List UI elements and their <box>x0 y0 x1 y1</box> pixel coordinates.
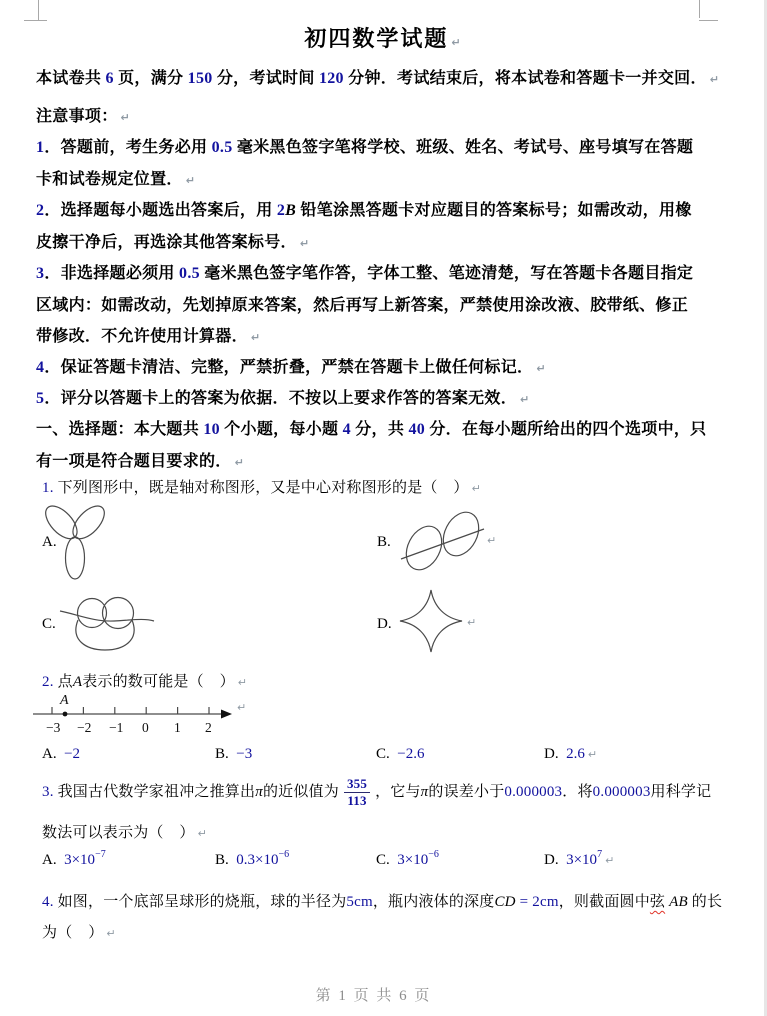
tick-label: −1 <box>109 720 124 735</box>
q2-option-b: B. −3 <box>215 746 253 762</box>
q3-option-d: D. $3\times 10^7$ ↵ <box>544 849 615 868</box>
loop-curve-shape <box>60 598 154 651</box>
tick-label: 1 <box>174 720 181 735</box>
notice-3-line-1: 3．非选择题必须用 0.5 毫米黑色签字笔作答，字体工整、笔迹清楚，写在答题卡各题目指定 <box>36 265 694 282</box>
crop-mark-top-left-vertical <box>38 0 39 20</box>
q3-options-row <box>42 850 752 870</box>
notice-heading: 注意事项： ↵ <box>36 108 131 125</box>
inline-fraction: $\frac{355}{113}$ <box>344 776 370 810</box>
tick-label: 2 <box>205 720 212 735</box>
question-3-text-line-2: 数法可以表示为（ ） ↵ <box>42 825 208 841</box>
notice-5: 5．评分以答题卡上的答案为依据．不按以上要求作答的答案无效． ↵ <box>36 390 530 407</box>
q1-option-b-label: B. <box>377 534 391 550</box>
notice-1-line-1: 1．答题前，考生务必用 0.5 毫米黑色签字笔将学校、班级、姓名、考试号、座号填写在答题 <box>36 139 694 156</box>
q2-options-row <box>42 746 752 766</box>
q1-figure-b-two-ellipses-line <box>398 508 488 574</box>
q1-figure-c-loop-curve <box>60 596 155 654</box>
paragraph-mark-icon: ↵ <box>487 534 497 547</box>
question-1-text: 1. 下列图形中，既是轴对称图形，又是中心对称图形的是（ ） ↵ <box>42 480 482 496</box>
axis-arrowhead-icon <box>221 710 232 719</box>
q3-option-a: A. $3\times 10^{-7}$ <box>42 849 106 868</box>
crop-mark-top-right-vertical <box>699 0 700 18</box>
paragraph-mark-icon: ↵ <box>467 616 477 629</box>
three-petal-shape <box>40 501 110 579</box>
two-ellipses-with-line-shape <box>399 506 485 576</box>
intro-paragraph: 本试卷共 6 页，满分 150 分，考试时间 120 分钟．考试结束后，将本试卷和答题卡一并交回． ↵ <box>36 70 720 87</box>
crop-mark-top-left-horizontal <box>24 20 47 21</box>
crop-mark-top-right-horizontal <box>699 20 718 21</box>
point-a-dot <box>63 712 68 717</box>
question-3-text-line-1: 3. 我国古代数学家祖冲之推算出π的近似值为 $\frac{355}{113}$ ，它与π的误差小于0.000003．将0.000003用科学记 <box>42 775 712 809</box>
q3-option-b: B. $0.3\times 10^{-6}$ <box>215 849 290 868</box>
q1-figure-a-three-petal <box>47 502 103 582</box>
q2-number-line <box>30 692 240 742</box>
q2-option-c: C. −2.6 <box>376 746 425 762</box>
q1-option-d-label: D. <box>377 616 392 632</box>
tick-label: −2 <box>77 720 92 735</box>
q1-option-a-label: A. <box>42 534 57 550</box>
section-1-heading-line-2: 有一项是符合题目要求的． ↵ <box>36 453 245 470</box>
page-title: 初四数学试题 ↵ <box>304 26 463 51</box>
point-a-label: A <box>60 693 69 708</box>
notice-4: 4．保证答题卡清洁、完整，严禁折叠，严禁在答题卡上做任何标记． ↵ <box>36 359 546 376</box>
tick-label: 0 <box>142 720 149 735</box>
page-number-text: 第 1 页 共 6 页 <box>315 988 432 1004</box>
q1-figure-d-four-point-star <box>398 588 464 654</box>
section-1-heading-line-1: 一、选择题：本大题共 10 个小题，每小题 4 分，共 40 分．在每小题所给出的四个选项中，只 <box>36 421 707 438</box>
notice-3-line-3: 带修改．不允许使用计算器． ↵ <box>36 328 261 345</box>
tick-label: −3 <box>46 720 61 735</box>
q3-option-c: C. $3\times 10^{-6}$ <box>376 849 439 868</box>
notice-1-line-2: 卡和试卷规定位置． ↵ <box>36 171 196 188</box>
notice-2-line-2: 皮擦干净后，再选涂其他答案标号． ↵ <box>36 234 310 251</box>
page-footer-clipped <box>0 984 747 1004</box>
notice-2-line-1: 2．选择题每小题选出答案后，用 2B 铅笔涂黑答题卡对应题目的答案标号；如需改动，用橡 <box>36 202 692 219</box>
question-2-text: 2. 点A表示的数可能是（ ） ↵ <box>42 674 248 690</box>
question-4-text-line-1: 4. 如图，一个底部呈球形的烧瓶，球的半径为5cm，瓶内液体的深度CD = 2cm，则截面圆中弦 AB 的长 <box>42 894 723 910</box>
notice-3-line-2: 区域内：如需改动，先划掉原来答案，然后再写上新答案，严禁使用涂改液、胶带纸、修正 <box>36 297 689 314</box>
q1-option-c-label: C. <box>42 616 56 632</box>
question-4-text-line-2: 为（ ） ↵ <box>42 925 116 941</box>
q2-option-d: D. 2.6 ↵ <box>544 746 598 762</box>
number-line-axis <box>33 707 222 714</box>
four-point-star-shape <box>400 590 462 652</box>
paragraph-mark-icon: ↵ <box>237 701 247 714</box>
q2-option-a: A. −2 <box>42 746 81 762</box>
